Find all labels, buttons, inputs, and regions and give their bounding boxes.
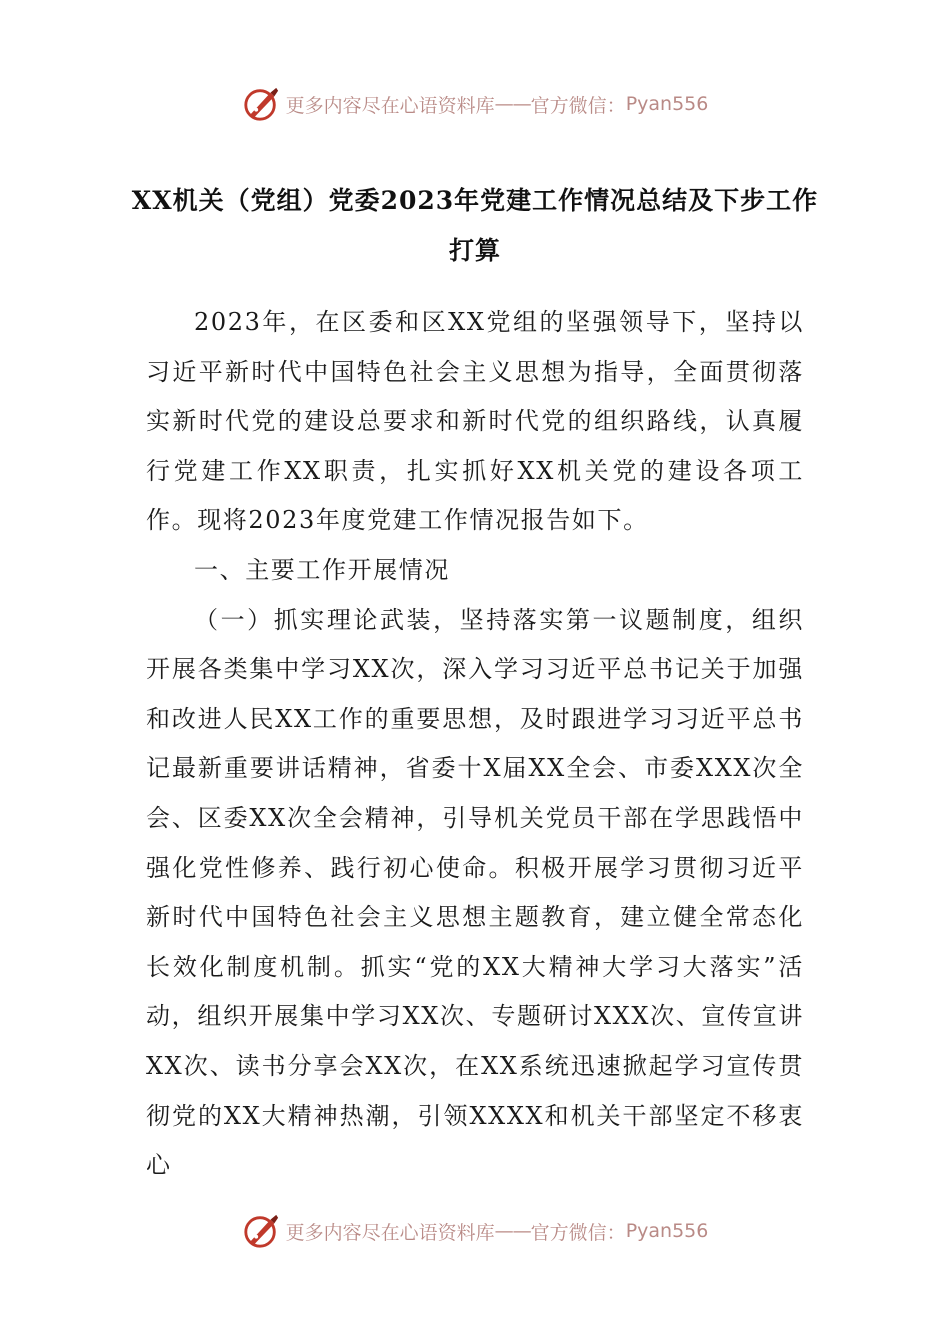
watermark-wechat-label: 官方微信： <box>530 94 626 117</box>
watermark-wechat-id: Pyan556 <box>625 1220 709 1242</box>
intro-paragraph: 2023年，在区委和区XX党组的坚强领导下，坚持以习近平新时代中国特色社会主义思想为指导，全面贯彻落实新时代党的建设总要求和新时代党的组织路线，认真履行党建工作XX职责，扎实抓好XX机关党的建设各项工作。现将2023年度党建工作情况报告如下。 <box>146 308 804 535</box>
document-body <box>146 298 804 1191</box>
header-watermark <box>0 84 950 124</box>
footer-watermark <box>0 1211 950 1251</box>
watermark-wechat-id: Pyan556 <box>625 93 709 115</box>
watermark-text: 更多内容尽在心语资料库 <box>285 1221 495 1244</box>
pen-logo-icon <box>242 1212 280 1250</box>
watermark-dash: —— <box>494 93 531 115</box>
watermark-dash: —— <box>494 1220 531 1242</box>
watermark-wechat-label: 官方微信： <box>530 1221 626 1244</box>
section-heading: 一、主要工作开展情况 <box>194 555 450 584</box>
document-title: XX机关（党组）党委2023年党建工作情况总结及下步工作打算 <box>131 186 819 265</box>
section-paragraph: （一）抓实理论武装，坚持落实第一议题制度，组织开展各类集中学习XX次，深入学习习近平总书记关于加强和改进人民XX工作的重要思想，及时跟进学习习近平总书记最新重要讲话精神，省委十X届XX全会、市委XXX次全会、区委XX次全会精神，引导机关党员干部在学思践悟中强化党性修养、践行初心使命。积极开展学习贯彻习近平新时代中国特色社会主义思想主题教育，建立健全常态化长效化制度机制。抓实“党的XX大精神大学习大落实”活动，组织开展集中学习XX次、专题研讨XXX次、宣传宣讲XX次、读书分享会XX次，在XX系统迅速掀起学习宣传贯彻党的XX大精神热潮，引领XXXX和机关干部坚定不移衷心 <box>146 605 804 1180</box>
watermark-text: 更多内容尽在心语资料库 <box>285 94 495 117</box>
pen-logo-icon <box>242 85 280 123</box>
